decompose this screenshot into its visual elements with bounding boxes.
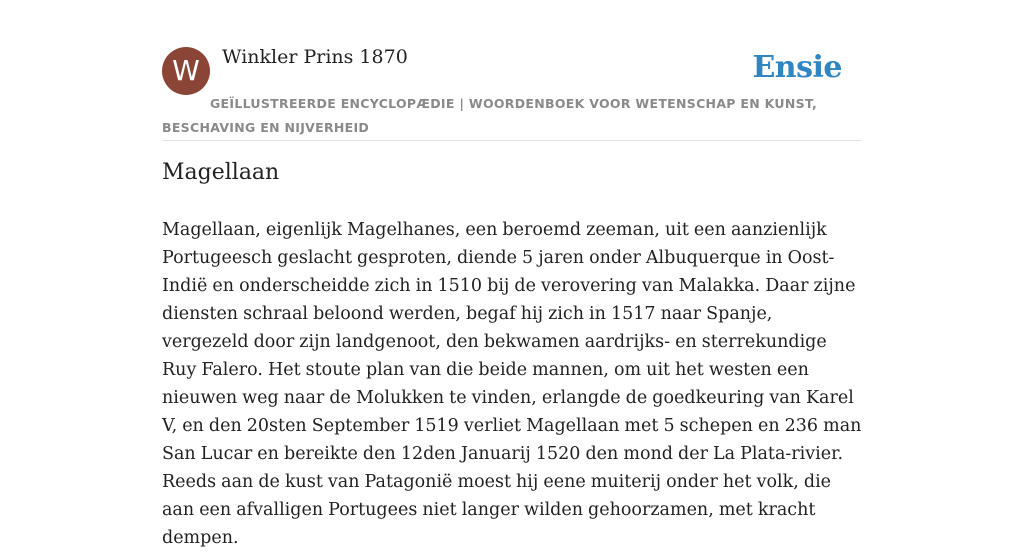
source-header (162, 44, 862, 141)
source-title-link[interactable]: Winkler Prins 1870 (222, 46, 408, 68)
source-avatar[interactable]: W (162, 47, 210, 95)
article-body: Magellaan, eigenlijk Magelhanes, een beroemd zeeman, uit een aanzienlijk Portugeesch geslacht gesproten, diende 5 jaren onder Albuquerque in Oost-Indië en onderscheidde zich in 1510 bij de verovering van Malakka. Daar zijne diensten schraal beloond werden, begaf hij zich in 1517 naar Spanje, vergezeld door zijn landgenoot, den bekwamen aardrijks- en sterrekundige Ruy Falero. Het stoute plan van die beide mannen, om uit het westen een nieuwen weg naar de Molukken te vinden, erlangde de goedkeuring van Karel V, en den 20sten September 1519 verliet Magellaan met 5 schepen en 236 man San Lucar en bereikte den 12den Januarij 1520 den mond der La Plata-rivier. Reeds aan de kust van Patagonië moest hij eene muiterij onder het volk, die aan een afvalligen Portugees niet langer wilden gehoorzamen, met kracht dempen. (162, 220, 862, 548)
article-title: Magellaan (162, 160, 280, 185)
source-subtitle: GEÏLLUSTREERDE ENCYCLOPÆDIE | WOORDENBOEK VOOR WETENSCHAP EN KUNST, BESCHAVING EN NIJVERHEID (162, 96, 818, 135)
ensie-logo[interactable]: Ensie (752, 50, 842, 85)
